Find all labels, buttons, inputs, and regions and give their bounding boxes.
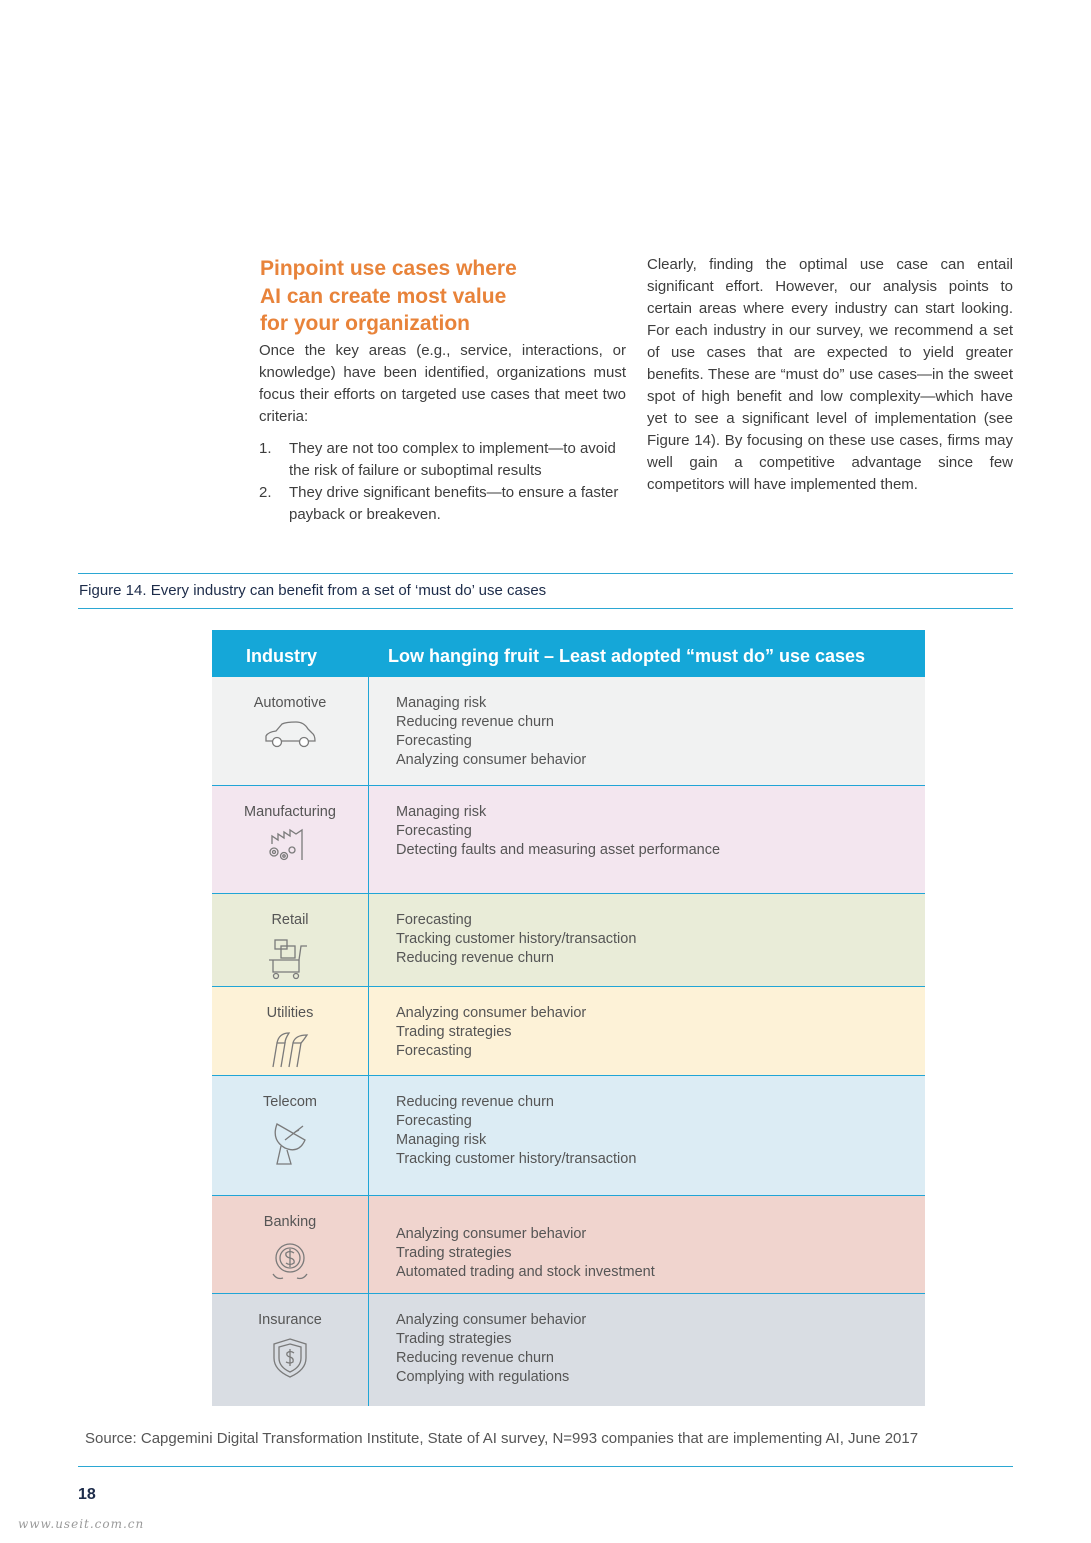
table-header xyxy=(212,630,925,677)
table-row xyxy=(212,987,925,1076)
use-case-list xyxy=(396,1311,586,1387)
use-case-list xyxy=(396,694,586,770)
use-case-item: Managing risk xyxy=(396,804,487,820)
table-row xyxy=(212,1196,925,1294)
watermark: www.useit.com.cn xyxy=(18,1517,145,1531)
industry-name: Automotive xyxy=(253,695,327,711)
use-case-item: Trading strategies xyxy=(396,1331,512,1347)
use-case-list xyxy=(396,803,720,860)
use-case-item: Trading strategies xyxy=(396,1024,512,1040)
use-case-list xyxy=(396,911,636,968)
industry-name: Retail xyxy=(271,912,309,928)
table-row xyxy=(212,677,925,786)
page-number: 18 xyxy=(78,1486,96,1503)
industry-name: Insurance xyxy=(258,1312,322,1328)
criteria-number: 2. xyxy=(259,484,272,501)
header-use-cases: Low hanging fruit – Least adopted “must do” use cases xyxy=(388,646,866,666)
heading-line: AI can create most value xyxy=(260,284,507,308)
shopping-cart-icon xyxy=(265,936,315,980)
use-case-item: Trading strategies xyxy=(396,1245,512,1261)
power-plant-icon xyxy=(265,1029,315,1069)
use-case-item: Complying with regulations xyxy=(396,1369,570,1385)
car-icon xyxy=(262,719,318,751)
industry-name: Utilities xyxy=(266,1005,314,1021)
section-heading xyxy=(260,255,630,338)
use-case-item: Managing risk xyxy=(396,1132,487,1148)
industry-cell xyxy=(212,1076,369,1195)
use-case-item: Analyzing consumer behavior xyxy=(396,1312,587,1328)
figure-source: Source: Capgemini Digital Transformation Institute, State of AI survey, N=993 companies that are implementing AI, June 2017 xyxy=(85,1430,919,1447)
criteria-list xyxy=(259,438,626,526)
divider xyxy=(78,1466,1013,1467)
use-case-item: Forecasting xyxy=(396,823,472,839)
use-case-item: Automated trading and stock investment xyxy=(396,1264,655,1280)
criteria-number: 1. xyxy=(259,440,272,457)
use-case-item: Analyzing consumer behavior xyxy=(396,1226,587,1242)
right-column xyxy=(647,254,1013,496)
use-case-list xyxy=(396,1225,655,1282)
use-case-item: Analyzing consumer behavior xyxy=(396,752,587,768)
use-case-item: Forecasting xyxy=(396,912,472,928)
use-case-list xyxy=(396,1004,586,1061)
criteria-item xyxy=(259,482,626,526)
use-case-item: Tracking customer history/transaction xyxy=(396,1151,637,1167)
satellite-dish-icon xyxy=(265,1118,315,1168)
right-paragraph: Clearly, finding the optimal use case can entail significant effort. However, our analysis points to certain areas where every industry can start looking. For each industry in our survey, we recommend a set of use cases that are expected to yield greater benefits. These are “must do” use cases—in the sweet spot of high benefit and low complexity—which have yet to see a significant level of implementation (see Figure 14). By focusing on these use cases, firms may well gain a competitive advantage since few competitors will have implemented them. xyxy=(647,256,1013,493)
use-case-item: Reducing revenue churn xyxy=(396,714,554,730)
header-industry: Industry xyxy=(246,646,318,666)
figure-title: Figure 14. Every industry can benefit from a set of ‘must do’ use cases xyxy=(79,582,547,599)
use-case-table xyxy=(212,630,925,1406)
industry-cell xyxy=(212,1196,369,1293)
use-case-item: Reducing revenue churn xyxy=(396,950,554,966)
industry-cell xyxy=(212,894,369,986)
table-row xyxy=(212,1076,925,1196)
use-case-item: Managing risk xyxy=(396,695,487,711)
factory-gears-icon xyxy=(262,828,318,864)
industry-name: Manufacturing xyxy=(244,804,336,820)
heading-line: Pinpoint use cases where xyxy=(260,257,517,280)
left-column xyxy=(259,340,626,526)
industry-name: Telecom xyxy=(263,1094,317,1110)
use-case-item: Reducing revenue churn xyxy=(396,1350,554,1366)
divider xyxy=(78,608,1013,609)
criteria-item xyxy=(259,438,626,482)
criteria-text: They drive significant benefits—to ensure a faster payback or breakeven. xyxy=(289,484,619,523)
use-case-list xyxy=(396,1093,636,1169)
industry-name: Banking xyxy=(263,1214,317,1230)
industry-cell xyxy=(212,677,369,785)
use-case-item: Forecasting xyxy=(396,1043,472,1059)
dollar-shield-icon xyxy=(270,1336,310,1380)
industry-cell xyxy=(212,987,369,1075)
table-row xyxy=(212,894,925,987)
use-case-item: Analyzing consumer behavior xyxy=(396,1005,587,1021)
table-row xyxy=(212,1294,925,1406)
dollar-coin-icon xyxy=(267,1238,313,1282)
use-case-item: Detecting faults and measuring asset performance xyxy=(396,842,721,858)
use-case-item: Forecasting xyxy=(396,1113,472,1129)
divider xyxy=(78,573,1013,574)
use-case-item: Forecasting xyxy=(396,733,472,749)
intro-paragraph: Once the key areas (e.g., service, interactions, or knowledge) have been identified, organizations must focus their efforts on targeted use cases that meet two criteria: xyxy=(259,342,626,425)
use-case-item: Reducing revenue churn xyxy=(396,1094,554,1110)
industry-cell xyxy=(212,1294,369,1406)
criteria-text: They are not too complex to implement—to avoid the risk of failure or suboptimal results xyxy=(289,440,616,479)
table-row xyxy=(212,786,925,894)
heading-line: for your organization xyxy=(260,312,470,335)
industry-cell xyxy=(212,786,369,893)
use-case-item: Tracking customer history/transaction xyxy=(396,931,637,947)
